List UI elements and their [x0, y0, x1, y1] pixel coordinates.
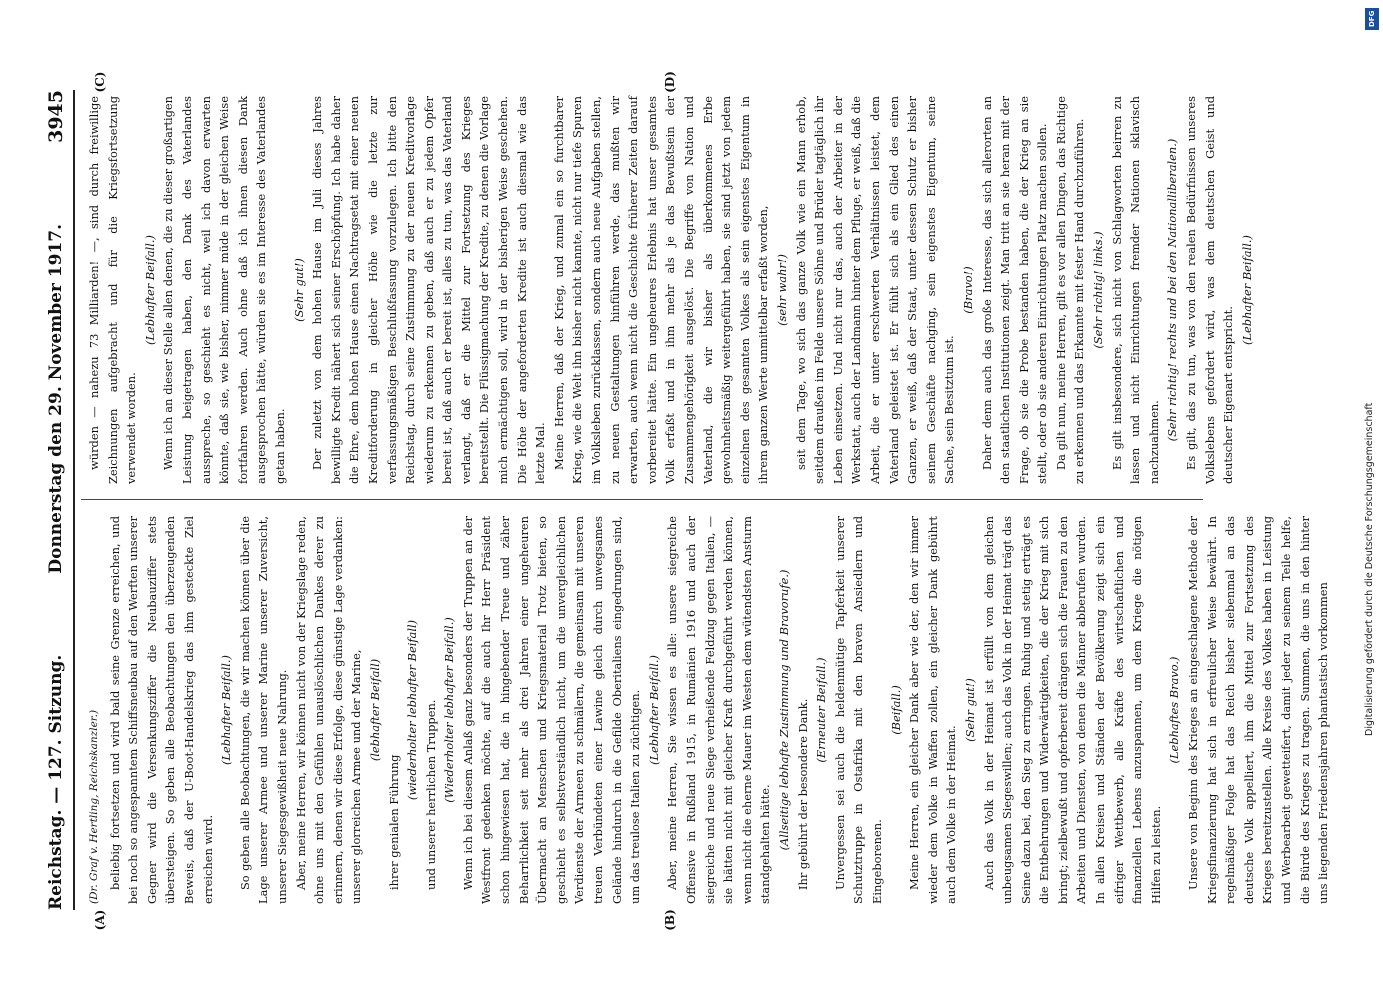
reaction-line: (Sehr gut!) [962, 678, 977, 742]
text-paragraph: Unsere von Beginn des Krieges an eingeschlagene Methode der Kriegsfinanzierung hat sich in erfreulicher Weise bewährt. In regelmäßiger Folge hat das Reich bisher siebenmal an das deutsche Volk appelliert, ihm die Mittel zur Fortsetzung des Krieges bereitzustellen. Alle Kreise des Volkes haben in Leistung und Werbearbeit gewetteifert, damit jeder zu seinem Teile helfe, die Bürde des Krieges zu tragen. Summen, die uns in den hinter uns liegenden Friedensjahren phantastisch vorkommen [1186, 516, 1331, 904]
text-paragraph: ihrer genialen Führung [386, 754, 401, 890]
reaction-line: (Beifall.) [888, 685, 903, 735]
text-paragraph: Aber, meine Herren, wir können nicht von der Kriegslage reden, ohne uns mit den Gefühlen unauslöschlichen Dankes derer zu erinnern, denen wir diese Erfolge, diese günstige Lage verdanken: unserer glorreichen Armee und der Marine, [293, 516, 364, 904]
text-paragraph: würden — nahezu 73 Milliarden! —, sind durch freiwillige Zeichnungen aufgebracht und für die Kriegsfortsetzung verwendet worden. [87, 96, 139, 484]
reaction-line: (Allseitige lebhafte Zustimmung und Bravorufe.) [776, 569, 791, 851]
text-paragraph: seit dem Tage, wo sich das ganze Volk wie ein Mann erhob, seitdem draußen im Felde unsere Söhne und Brüder tagtäglich ihr Leben einsetzen. Und nicht nur das, auch der Arbeiter in der Werkstatt, auch der Landmann hinter dem Pfluge, er weiß, daß die Arbeit, die er unter erschwerten Verhältnissen leistet, dem Vaterland geleistet ist. Er fühlt sich als ein Glied des einen Ganzen, er weiß, daß der Staat, unter dessen Schutz er bisher seinem Geschäfte nachging, sein eigenstes Eigentum, seine Sache, sein Besitztum ist. [793, 96, 957, 484]
left-text-column [85, 516, 1331, 904]
text-paragraph: Da gilt nun, meine Herren, gilt es vor allen Dingen, das Richtige zu erkennen und das Erkannte mit fester Hand durchzuführen. [1053, 96, 1087, 484]
reaction-line: (wiederholter lebhafter Beifall) [405, 619, 420, 801]
text-paragraph: Wenn ich an dieser Stelle allen denen, die zu dieser großartigen Leistung beigetragen haben, den Dank des Vaterlandes ausspreche, so geschieht es nicht, weil ich davon erwarten könnte, daß sie, wie bisher, nimmer müde in der gleichen Weise fortfahren werden. Auch ohne daß ich ihnen diesen Dank ausgesprochen hätte, würden sie es im Interesse des Vaterlandes getan haben. [161, 96, 287, 484]
reaction-line: (Sehr richtig! links.) [1091, 231, 1106, 349]
reaction-line: (Erneuter Beifall.) [814, 657, 829, 763]
column-divider [81, 499, 1203, 500]
header-left: Reichstag. — 127. Sitzung. [46, 654, 66, 910]
reaction-line: (Lebhafter Beifall.) [219, 655, 234, 765]
text-paragraph: beliebig fortsetzen und wird bald seine Grenze erreichen, und bei noch so angespanntem Schiffsneubau auf den Werften unserer Gegner wird die Versenkungsziffer die Neubauziffer stets übersteigen. So geben alle Beobachtungen den überzeugenden Beweis, daß der U-Boot-Handelskrieg das ihm gesteckte Ziel erreichen wird. [107, 516, 215, 904]
rotated-document-page [23, 60, 1331, 940]
speaker-label: (Dr. Graf v. Hertling, Reichskanzler.) [88, 709, 100, 904]
text-paragraph: Unvergessen sei auch die heldenmütige Tapferkeit unserer Schutztruppe in Ostafrika mit den braven Ansiedlern und Eingeborenen. [832, 516, 884, 904]
margin-marker-c: (C) [93, 71, 107, 93]
text-paragraph: Wenn ich bei diesem Anlaß ganz besonders der Truppen an der Westfront gedenken möchte, auf die auch Ihr Herr Präsident schon hingewiesen hat, die in hingebender Treue und zäher Beharrlichkeit seit mehr als drei Jahren einer ungeheuren Übermacht an Menschen und Kriegsmaterial Trotz bieten, so geschieht es selbstverständlich nicht, um die unvergleichlichen Verdienste der Armeen zu schmälern, die gemeinsam mit unseren treuen Verbündeten einer Lawine gleich durch unwegsames Gelände hindurch in die Gefilde Oberitaliens eingedrungen sind, um das treulose Italien zu züchtigen. [460, 516, 643, 904]
text-paragraph: Aber, meine Herren, Sie wissen es alle: unsere siegreiche Offensive in Rußland 1915, in Rumänien 1916 und auch der siegreiche und neue Siege verheißende Feldzug gegen Italien, — sie hätten nicht mit gleicher Kraft durchgeführt werden können, wenn nicht die eherne Mauer im Westen dem wütendsten Ansturm standgehalten hätte. [665, 516, 773, 904]
reaction-line: (Wiederholter lebhafter Beifall.) [442, 617, 457, 803]
page-number: 3945 [45, 90, 67, 143]
reaction-line: (lebhafter Beifall) [367, 658, 382, 762]
margin-marker-d: (D) [663, 71, 677, 93]
reaction-line: (Sehr richtig! rechts und bei den Nationalliberalen.) [1165, 138, 1180, 442]
dfg-logo: DFG [1365, 8, 1379, 30]
reaction-line: (Lebhafter Beifall.) [646, 655, 661, 765]
header-rule [73, 90, 75, 910]
reaction-line: (Lebhafter Beifall.) [142, 235, 157, 345]
text-paragraph: und unserer herrlichen Truppen. [423, 699, 438, 890]
text-paragraph: So geben alle Beobachtungen, die wir machen können über die Lage unserer Armee und unserer Marine unserer Zuversicht, unserer Siegesgewißheit neue Nahrung. [237, 516, 289, 904]
text-paragraph: Ihr gebührt der besondere Dank. [795, 698, 810, 890]
margin-marker-a: (A) [93, 909, 107, 931]
text-paragraph: Auch das Volk in der Heimat ist erfüllt von dem gleichen unbeugsamen Siegeswillen; auch das Volk in der Heimat trägt das Seine dazu bei, den Sieg zu erringen. Ruhig und stetig erträgt es die Entbehrungen und Widerwärtigkeiten, die der Krieg mit sich bringt; zielbewußt und opferbereit drängen sich die Frauen zu den Arbeiten und Diensten, von denen die Männer abberufen wurden. In allen Kreisen und Ständen der Bevölkerung zeigt sich ein eifriger Wettbewerb, alle Kräfte des wirtschaftlichen und finanziellen Lebens anzuspannen, um dem Kriege die nötigen Hilfen zu leisten. [981, 516, 1163, 904]
text-paragraph: Es gilt insbesondere, sich nicht von Schlagworten beirren zu lassen und nicht Einrichtungen fremder Nationen sklavisch nachzuahmen. [1109, 96, 1161, 484]
page-header [41, 90, 71, 910]
reaction-line: (Lebhafter Beifall.) [1239, 235, 1254, 345]
text-paragraph: Meine Herren, ein gleicher Dank aber wie der, den wir immer wieder dem Volke in Waffen zollen, ein gleicher Dank gebührt auch dem Volke in der Heimat. [907, 516, 959, 904]
text-paragraph: Daher denn auch das große Interesse, das sich allerorten an den staatlichen Institutionen zeigt. Man tritt an sie heran mit der Frage, ob sie die Probe bestanden haben, die der Krieg an sie stellt, oder ob sie anderen Einrichtungen Platz machen sollen. [979, 96, 1050, 484]
digitization-credit: Digitalisierung gefördert durch die Deutsche Forschungsgemeinschaft [1364, 402, 1375, 736]
reaction-line: (sehr wahr!) [774, 254, 789, 326]
right-text-column [85, 96, 1254, 484]
text-paragraph: Es gilt, das zu tun, was von den realen Bedürfnissen unseres Volkslebens gefordert wird, was dem deutschen Geist und deutscher Eigenart entspricht. [1184, 96, 1236, 484]
reaction-line: (Lebhaftes Bravo.) [1167, 656, 1182, 764]
margin-marker-b: (B) [663, 909, 677, 931]
reaction-line: (Bravo!) [960, 266, 975, 314]
header-date: Donnerstag den 29. November 1917. [46, 223, 66, 574]
reaction-line: (Sehr gut!) [291, 258, 306, 322]
text-paragraph: Meine Herren, daß der Krieg, und zumal ein so furchtbarer Krieg, wie die Welt ihn bisher nicht kannte, nicht nur tiefe Spuren im Volksleben zurücklassen, sondern auch neue Aufgaben stellen, zu neuen Gestaltungen hinführen werde, das mußten wir erwarten, auch wenn nicht die Geschichte früherer Zeiten darauf vorbereitet hätte. Ein ungeheures Erlebnis hat unser gesamtes Volk erfaßt und in ihm mehr als je das Bewußtsein der Zusammengehörigkeit ausgelöst. Die Begriffe von Nation und Vaterland, die wir bisher als überkommenes Erbe gewohnheitsmäßig weitergeführt haben, sie sind jetzt von jedem einzelnen des gesamten Volkes als sein eigenstes Eigentum in ihrem ganzen Werte unmittelbar erfaßt worden, [551, 96, 771, 484]
text-paragraph: Der zuletzt von dem hohen Hause im Juli dieses Jahres bewilligte Kredit nähert sich seiner Erschöpfung. Ich habe daher die Ehre, dem hohen Hause einen Nachtragsetat mit einer neuen Kreditforderung in gleicher Höhe wie die letzte zur verfassungsmäßigen Beschlußfassung vorzulegen. Ich bitte den Reichstag, durch seine Zustimmung zu der neuen Kreditvorlage wiederum zu erkennen zu geben, daß auch er zu jedem Opfer bereit ist, daß auch er bereit ist, alles zu tun, was das Vaterland verlangt, daß er die Mittel zur Fortsetzung des Krieges bereitstellt. Die Flüssigmachung der Kredite, zu denen die Vorlage mich ermächtigen soll, wird in der bisherigen Weise geschehen. Die Höhe der angeforderten Kredite ist auch diesmal wie das letzte Mal. [310, 96, 548, 484]
